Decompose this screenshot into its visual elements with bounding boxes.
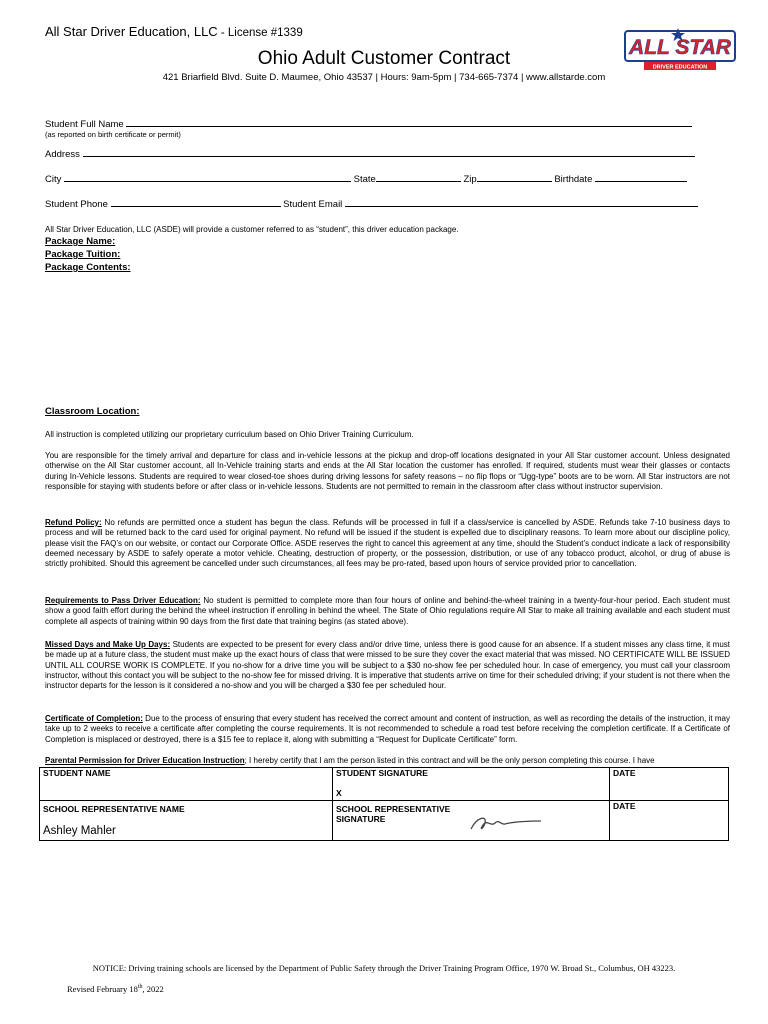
missed-days-heading: Missed Days and Make Up Days: [45,640,171,649]
school-rep-name-cell[interactable] [40,801,333,841]
parental-permission-text: ; I hereby certify that I am the person listed in this contract and will be the only person completing this course. I have [244,756,655,765]
parental-permission-paragraph [45,756,730,766]
school-rep-name-value: Ashley Mahler [43,825,116,837]
date-cell-1[interactable] [610,768,729,801]
student-name-label: STUDENT NAME [43,768,111,778]
city-label: City [45,174,62,185]
revision-date-prefix: Revised February 18 [67,984,138,994]
birthdate-label: Birthdate [554,174,593,185]
logo-subtext: DRIVER EDUCATION [652,64,708,71]
zip-line[interactable] [477,172,552,182]
revision-date [67,984,164,994]
signature-table [39,767,729,841]
missed-days-paragraph [45,640,730,691]
school-rep-name-label: SCHOOL REPRESENTATIVE NAME [43,804,185,814]
certificate-heading: Certificate of Completion: [45,714,143,723]
package-tuition-label: Package Tuition: [45,249,121,260]
address-line: 421 Briarfield Blvd. Suite D. Maumee, Ohio 43537 | Hours: 9am-5pm | 734-665-7374 | www.allstarde.com [162,72,606,83]
package-intro: All Star Driver Education, LLC (ASDE) will provide a customer referred to as “student”, this driver education package. [45,225,459,234]
address-field[interactable] [45,147,695,160]
licensing-notice: NOTICE: Driving training schools are licensed by the Department of Public Safety through the Driver Training Program Office, 1970 W. Broad St., Columbus, OH 43223. [92,963,676,973]
phone-email-row [45,197,698,210]
state-label: State [353,174,376,185]
student-full-name-field[interactable] [45,117,692,130]
curriculum-paragraph: All instruction is completed utilizing our proprietary curriculum based on Ohio Driver Training Curriculum. [45,430,414,439]
all-star-logo [624,27,736,71]
student-email-label: Student Email [283,199,343,210]
certificate-text: Due to the process of ensuring that every student has received the correct amount and content of instruction, as well as recording the details of the instruction, it may take up to 2 weeks to receive a certificate after completing the course requirements. It is not recommended to schedule a road test before receiving the completion certificate. If a Certificate of Completion is misplaced or destroyed, there is a $15 fee to replace it, along with submitting a “Request for Duplicate Certificate” form. [45,714,731,744]
refund-policy-heading: Refund Policy: [45,518,102,527]
refund-policy-paragraph [45,518,730,569]
birthdate-line[interactable] [595,172,687,182]
zip-label: Zip [463,174,477,185]
city-state-zip-row [45,172,687,185]
state-line[interactable] [376,172,461,182]
signature-x-mark: X [336,788,342,798]
student-phone-line[interactable] [111,197,281,207]
company-title: All Star Driver Education, LLC [45,24,218,39]
student-signature-label: STUDENT SIGNATURE [336,768,428,778]
parental-permission-heading: Parental Permission for Driver Education Instruction [45,756,245,765]
date-label-1: DATE [613,768,636,778]
name-note: (as reported on birth certificate or permit) [45,130,181,139]
date-cell-2[interactable] [610,801,729,841]
student-signature-cell[interactable] [333,768,610,801]
revision-date-suffix: , 2022 [142,984,164,994]
city-line[interactable] [64,172,351,182]
page-title: Ohio Adult Customer Contract [257,48,511,69]
school-rep-signature-label: SCHOOL REPRESENTATIVE SIGNATURE [336,804,451,824]
license-number: - License #1339 [217,27,303,39]
missed-days-text: Students are expected to be present for every class and/or drive time, unless there is good cause for an absence. If a student misses any class time, it must be made up at a future class, the student must make up the exact hours of class that were missed to be sure they cover the exact material that was missed. NO CERTIFICATE WILL BE ISSUED UNTIL ALL COURSE WORK IS COMPLETE. If you no-show for a drive time you will be subject to a $30 no-show fee per scheduled hour. In case of emergency, you must call your classroom instructor, without this contact you will be subject to the no-show fee for missed driving. It is imperative that students arrive on time for their scheduled driving; if your student is not there when the instructor departs for the lesson is it considered a no-show and you will be charged a $30 fee per scheduled hour. [45,640,730,691]
student-phone-label: Student Phone [45,199,108,210]
refund-policy-text: No refunds are permitted once a student has begun the class. Refunds will be processed in full if a class/service is cancelled by ASDE. Refunds take 7-10 business days to process and will be returned back to the card used for original payment. No refund will be issued if the student is expelled due to disciplinary reasons. To learn more about our discipline policy, please visit the FAQ’s on our website, or contact our Corporate Office. ASDE reserves the right to cancel this agreement at any time, should the Student’s conduct indicate a lack of responsibility deemed necessary by ASDE to safely operate a motor vehicle. Cheating, destruction of property, or the possession, distribution, or use of any tobacco product, alcohol, or drug of abuse is strictly prohibited. Should this agreement be cancelled under such circumstances, all fees may be pro-rated, based upon hours of service provided prior to cancellation. [45,518,730,569]
student-email-line[interactable] [345,197,698,207]
requirements-text: No student is permitted to complete more than four hours of online and behind-the-wheel training in a twenty-four-hour period. Each student must show a good faith effort during the behind the wheel instruction if enrolling in behind the wheel. The State of Ohio regulations require All Star to make all training available and each student must complete all aspects of training within 90 days from the first date that training begins (as stated above). [45,596,730,626]
revision-date-sup: th [137,984,143,991]
handwritten-signature [467,813,547,835]
logo-text: ALL STAR [629,36,731,59]
student-full-name-line[interactable] [126,117,692,127]
package-name-label: Package Name: [45,236,116,247]
school-rep-signature-cell[interactable] [333,801,610,841]
classroom-location-label: Classroom Location: [45,406,140,417]
student-full-name-label: Student Full Name [45,119,124,130]
requirements-paragraph [45,596,730,627]
package-contents-label: Package Contents: [45,262,131,273]
date-label-2: DATE [613,801,636,811]
student-name-cell[interactable] [40,768,333,801]
requirements-heading: Requirements to Pass Driver Education: [45,596,201,605]
address-label: Address [45,149,80,160]
address-line-input[interactable] [83,147,695,157]
responsibility-paragraph: You are responsible for the timely arrival and departure for class and in-vehicle lessons at the pickup and drop-off locations designated in your All Star customer account. Unless designated otherwise on the All Star customer account, all In-Vehicle training starts and ends at the All Star location the customer has enrolled. If required, students must wear their glasses or contacts during In-Vehicle lessons. Students are required to wear closed-toe shoes during driving lessons for safety reasons – no flip flops or “Ugg-type” boots are to be worn. All Star instructors are not responsible for staying with students before or after class or in-vehicle lessons. Students are not permitted to remain in the classroom after class without instructor supervision. [45,451,730,491]
certificate-paragraph [45,714,730,745]
company-name [45,24,303,39]
